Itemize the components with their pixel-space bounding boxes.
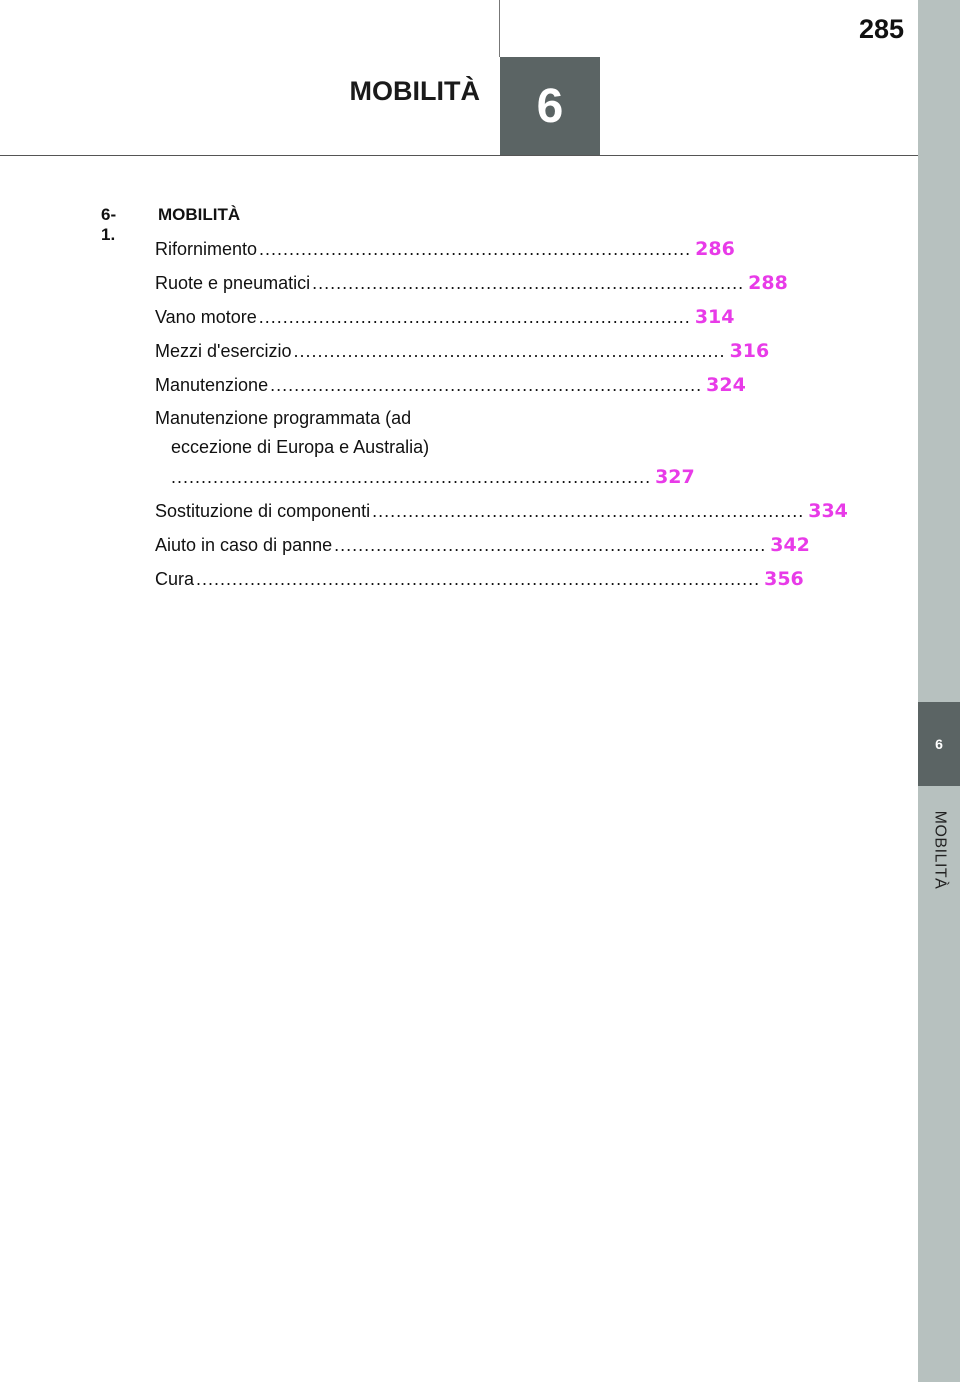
toc-entry-label: Vano motore	[155, 307, 257, 327]
chapter-number: 6	[536, 79, 564, 133]
toc-entry-rifornimento[interactable]	[155, 238, 735, 262]
toc-entry-label: Mezzi d'esercizio	[155, 341, 292, 361]
toc-entry-cura[interactable]	[155, 568, 804, 592]
toc-entry-label-line1[interactable]: Manutenzione programmata (ad	[155, 408, 412, 428]
toc-entry-label-line2[interactable]: eccezione di Europa e Australia)	[171, 437, 430, 457]
dot-leader: ..............................................................................................	[196, 569, 761, 589]
page-number: 285	[858, 14, 904, 44]
toc-entry-aiuto-panne[interactable]	[155, 534, 810, 558]
dot-leader: ........................................................................	[258, 307, 691, 327]
chapter-thumb-tab	[918, 702, 960, 786]
toc-entry-page[interactable]: 324	[706, 374, 746, 396]
section-title: MOBILITÀ	[158, 205, 241, 224]
dot-leader: ........................................................................	[259, 239, 692, 259]
chapter-thumb-label	[918, 790, 960, 910]
dot-leader: ........................................................................	[372, 501, 805, 521]
dot-leader: ........................................................................	[334, 535, 767, 555]
dot-leader: ........................................................................	[312, 273, 745, 293]
dot-leader: ........................................................................	[293, 341, 726, 361]
toc-entry-page[interactable]: 342	[770, 534, 810, 556]
chapter-number-block	[500, 57, 600, 155]
toc-entry-ruote[interactable]	[155, 272, 788, 296]
toc-entry-manutenzione-programmata[interactable]	[171, 466, 695, 490]
toc-entry-manutenzione[interactable]	[155, 374, 746, 398]
toc-entry-label: Manutenzione	[155, 375, 269, 395]
toc-entry-page[interactable]: 356	[764, 568, 804, 590]
right-thumb-strip	[918, 0, 960, 1382]
toc-entry-page[interactable]: 334	[808, 500, 848, 522]
toc-entry-label: Rifornimento	[155, 239, 258, 259]
thumb-chapter-number: 6	[935, 736, 943, 752]
toc-entry-label: Sostituzione di componenti	[155, 501, 371, 521]
toc-entry-page[interactable]: 327	[655, 466, 695, 488]
toc-entry-label: Cura	[155, 569, 195, 589]
toc-entry-mezzi-esercizio[interactable]	[155, 340, 770, 364]
toc-entry-page[interactable]: 314	[694, 306, 735, 328]
toc-entry-label: Ruote e pneumatici	[155, 273, 311, 293]
header-divider-vertical	[499, 0, 500, 57]
header-divider-horizontal	[0, 155, 918, 156]
toc-entry-page[interactable]: 286	[695, 238, 735, 260]
toc-entry-label: Aiuto in caso di panne	[155, 535, 333, 555]
thumb-chapter-title: MOBILITÀ	[931, 810, 948, 890]
dot-leader: ........................................................................	[270, 375, 703, 395]
dot-leader: ................................................................................	[171, 467, 652, 487]
toc-entry-page[interactable]: 316	[729, 340, 770, 362]
toc-entry-sostituzione[interactable]	[155, 500, 848, 524]
section-number: 6-1.	[101, 205, 117, 244]
chapter-title: MOBILITÀ	[349, 76, 480, 106]
toc-entry-page[interactable]: 288	[748, 272, 788, 294]
toc-entry-vano-motore[interactable]	[155, 306, 735, 330]
